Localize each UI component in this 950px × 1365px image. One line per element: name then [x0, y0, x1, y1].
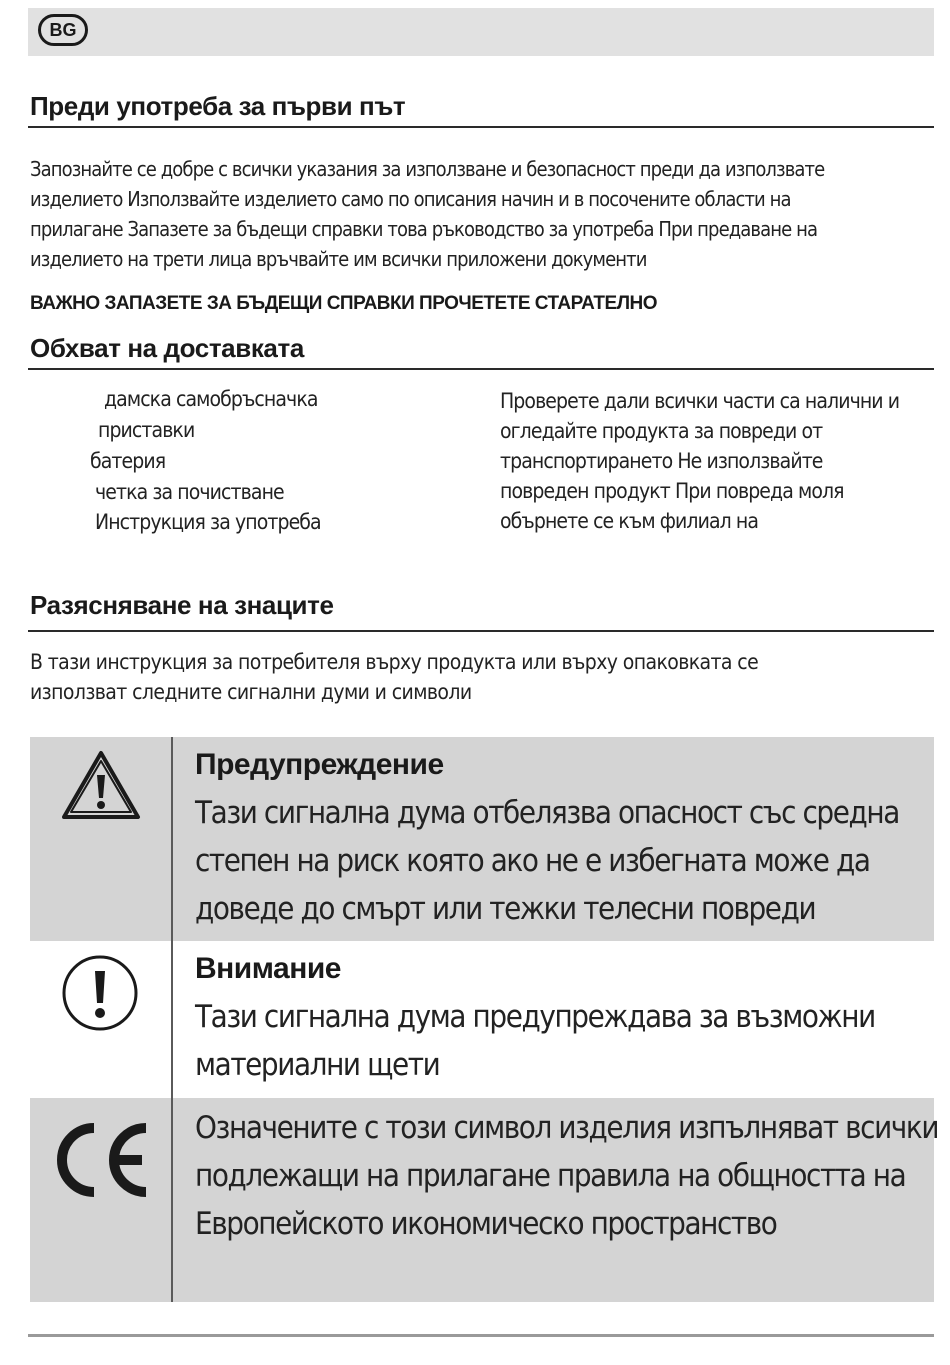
footer-rule	[28, 1334, 934, 1337]
description-line: материални щети	[195, 1047, 440, 1083]
description-line: Европейското икономическо пространство	[195, 1206, 777, 1242]
signal-description	[195, 1104, 938, 1248]
table-divider	[171, 737, 173, 1302]
signal-description	[195, 993, 875, 1089]
signal-word-warning: Предупреждение	[195, 748, 444, 781]
first-use-paragraph	[30, 154, 824, 274]
description-line: Означените с този символ изделия изпълняват всички	[195, 1110, 939, 1146]
symbol-row-warning	[30, 737, 934, 941]
ce-mark-icon	[52, 1120, 152, 1204]
description-line: подлежащи на прилагане правила на общността на	[195, 1158, 906, 1194]
delivery-item: четка за почистване	[95, 480, 284, 504]
description-line: степен на риск която ако не е избегната може да	[195, 843, 870, 879]
header-band	[28, 8, 934, 56]
paragraph-line: Запознайте се добре с всички указания за използване и безопасност преди да използвате	[30, 157, 825, 181]
paragraph-line: прилагане Запазете за бъдещи справки това ръководство за употреба При предаване на	[30, 217, 818, 241]
paragraph-line: изделието Използвайте изделието само по описания начин и в посочените области на	[30, 187, 791, 211]
note-line: Проверете дали всички части са налични и	[500, 389, 900, 413]
description-line: Тази сигнална дума отбелязва опасност със средна	[195, 795, 899, 831]
symbol-row-content	[195, 945, 875, 1089]
section-rule	[28, 126, 934, 128]
section-rule	[28, 630, 934, 632]
description-line: Тази сигнална дума предупреждава за възможни	[195, 999, 875, 1035]
delivery-item: батерия	[90, 449, 166, 473]
symbol-row-ce	[30, 1098, 939, 1302]
section-title-delivery: Обхват на доставката	[30, 333, 304, 363]
note-line: транспортирането Не използвайте	[500, 449, 823, 473]
symbol-row-content	[195, 1104, 938, 1248]
important-notice: ВАЖНО ЗАПАЗЕТЕ ЗА БЪДЕЩИ СПРАВКИ ПРОЧЕТЕТЕ СТАРАТЕЛНО	[30, 293, 658, 314]
section-rule	[28, 368, 934, 370]
intro-line: В тази инструкция за потребителя върху продукта или върху опаковката се	[30, 650, 759, 674]
delivery-note	[500, 386, 899, 536]
caution-circle-icon	[60, 953, 140, 1037]
section-title-first-use: Преди употреба за първи път	[30, 91, 406, 121]
symbols-table	[30, 737, 939, 1302]
delivery-item: Инструкция за употреба	[95, 510, 321, 534]
language-badge: BG	[38, 14, 88, 46]
delivery-item: дамска самобръсначка	[104, 387, 318, 411]
section-title-symbols: Разясняване на знаците	[30, 590, 334, 620]
warning-triangle-icon	[60, 749, 142, 825]
intro-line: използват следните сигнални думи и символи	[30, 680, 472, 704]
description-line: доведе до смърт или тежки телесни повреди	[195, 891, 816, 927]
signal-description	[195, 789, 899, 933]
note-line: повреден продукт При повреда моля	[500, 479, 844, 503]
note-line: обърнете се към филиал на	[500, 509, 759, 533]
delivery-item: приставки	[98, 418, 195, 442]
symbol-row-content	[195, 741, 899, 933]
symbol-row-caution	[30, 941, 934, 1098]
signal-word-caution: Внимание	[195, 952, 341, 985]
symbols-intro	[30, 647, 758, 707]
note-line: огледайте продукта за повреди от	[500, 419, 823, 443]
paragraph-line: изделието на трети лица връчвайте им всички приложени документи	[30, 247, 647, 271]
